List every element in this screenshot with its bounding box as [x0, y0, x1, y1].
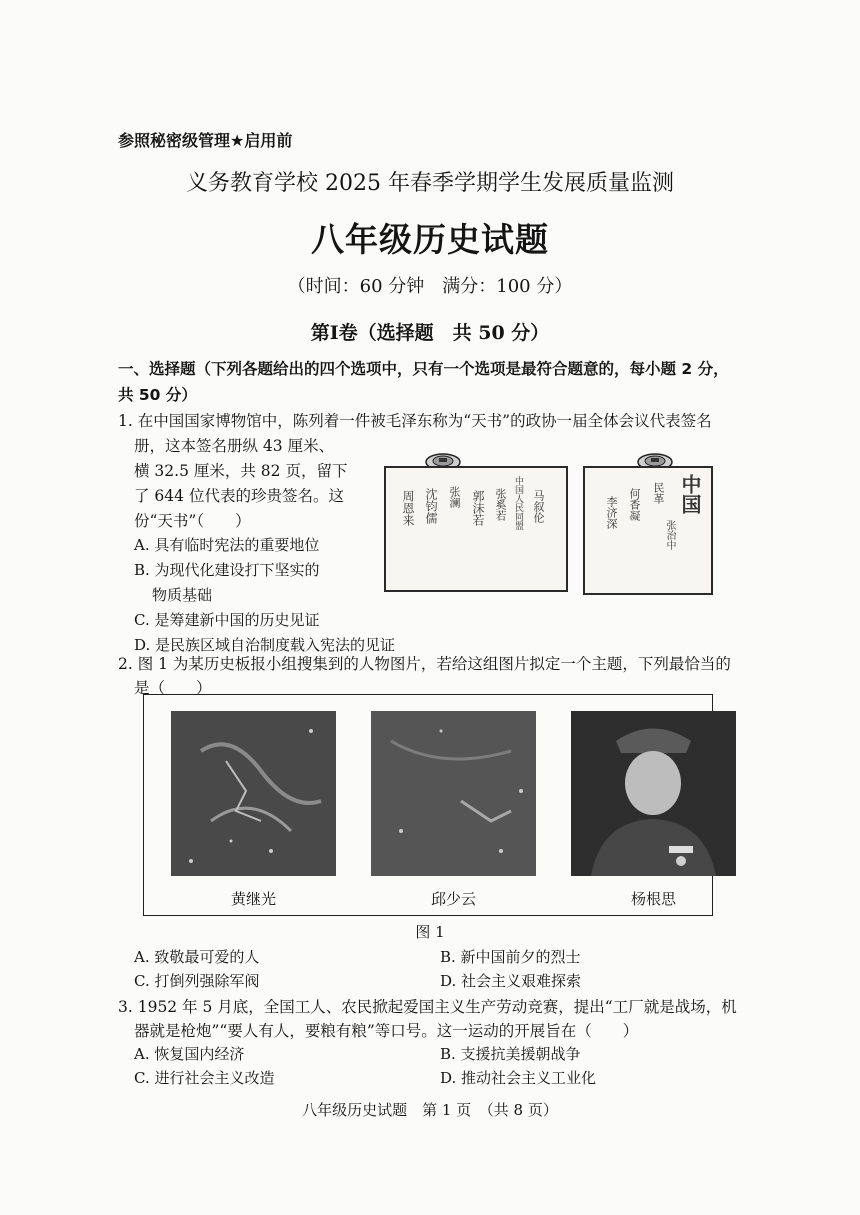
caption-huang-jiguang: 黄继光 [230, 890, 276, 908]
q2-option-b: B. 新中国前夕的烈士 [440, 948, 581, 966]
caption-qiu-shaoyun: 邱少云 [430, 890, 476, 908]
signature-4: 中国人民同盟 [513, 476, 523, 530]
signature-r5: 张治中 [664, 520, 675, 550]
figure-1-label: 图 1 [415, 923, 445, 941]
signature-1: 周恩来 [401, 490, 415, 526]
section-instructions-cont: 共 50 分） [118, 386, 197, 404]
confidentiality-note: 参照秘密级管理★启用前 [118, 131, 293, 150]
figure-1-frame [143, 694, 713, 916]
caption-yang-gensi: 杨根思 [630, 890, 676, 908]
q2-option-c: C. 打倒列强除军阀 [134, 972, 260, 990]
q3-stem-1: 3. 1952 年 5 月底，全国工人、农民掀起爱国主义生产劳动竞赛，提出“工厂就是战场，机 [118, 998, 737, 1016]
signature-r2: 民革 [652, 482, 665, 504]
q1-option-c: C. 是筹建新中国的历史见证 [134, 611, 320, 629]
q1-stem-2: 册，这本签名册纵 43 厘米、 [134, 437, 335, 455]
signature-r4: 何香凝 [628, 488, 641, 521]
q3-option-d: D. 推动社会主义工业化 [440, 1069, 597, 1087]
q1-option-d: D. 是民族区域自治制度载入宪法的见证 [134, 636, 396, 654]
portrait-huang-jiguang [171, 711, 336, 876]
q2-option-a: A. 致敬最可爱的人 [134, 948, 260, 966]
subject-title: 八年级历史试题 [311, 220, 549, 259]
signature-5: 郭沫若 [471, 490, 485, 526]
q1-stem-3: 横 32.5 厘米，共 82 页，留下 [134, 462, 348, 480]
q2-stem-1: 2. 图 1 为某历史板报小组搜集到的人物图片，若给这组图片拟定一个主题，下列最恰当的 [118, 655, 731, 673]
part-title: 第Ⅰ卷（选择题 共 50 分） [310, 322, 550, 344]
q3-option-c: C. 进行社会主义改造 [134, 1069, 275, 1087]
q3-option-a: A. 恢复国内经济 [134, 1045, 245, 1063]
q3-stem-2: 器就是枪炮”“要人有人，要粮有粮”等口号。这一运动的开展旨在（ ） [134, 1022, 639, 1040]
q1-stem-4: 了 644 位代表的珍贵签名。这 [134, 487, 344, 505]
page-footer: 八年级历史试题 第 1 页 （共 8 页） [302, 1101, 558, 1119]
q1-option-a: A. 具有临时宪法的重要地位 [134, 536, 320, 554]
q1-stem-5: 份“天书”（ ） [134, 512, 251, 530]
exam-title: 义务教育学校 2025 年春季学期学生发展质量监测 [186, 171, 674, 196]
signature-r3: 李济深 [605, 496, 618, 529]
q1-option-b: B. 为现代化建设打下坚实的 [134, 561, 320, 579]
q1-stem-1: 1. 在中国国家博物馆中，陈列着一件被毛泽东称为“天书”的政协一届全体会议代表签名 [118, 412, 712, 430]
portrait-yang-gensi [571, 711, 736, 876]
portrait-qiu-shaoyun [371, 711, 536, 876]
signature-7: 马叙伦 [532, 490, 545, 523]
signature-6: 张奚若 [494, 488, 507, 521]
q2-option-d: D. 社会主义艰难探索 [440, 972, 582, 990]
q1-option-b-cont: 物质基础 [152, 586, 213, 604]
exam-meta: （时间：60 分钟 满分：100 分） [287, 276, 573, 297]
signature-2: 沈钧儒 [424, 488, 438, 524]
q3-option-b: B. 支援抗美援朝战争 [440, 1045, 581, 1063]
q2-stem-2: 是（ ） [134, 679, 212, 697]
signature-r1: 中国 [678, 474, 702, 514]
section-instructions: 一、选择题（下列各题给出的四个选项中，只有一个选项是最符合题意的，每小题 2 分， [118, 360, 729, 378]
signature-3: 张澜 [448, 486, 461, 508]
